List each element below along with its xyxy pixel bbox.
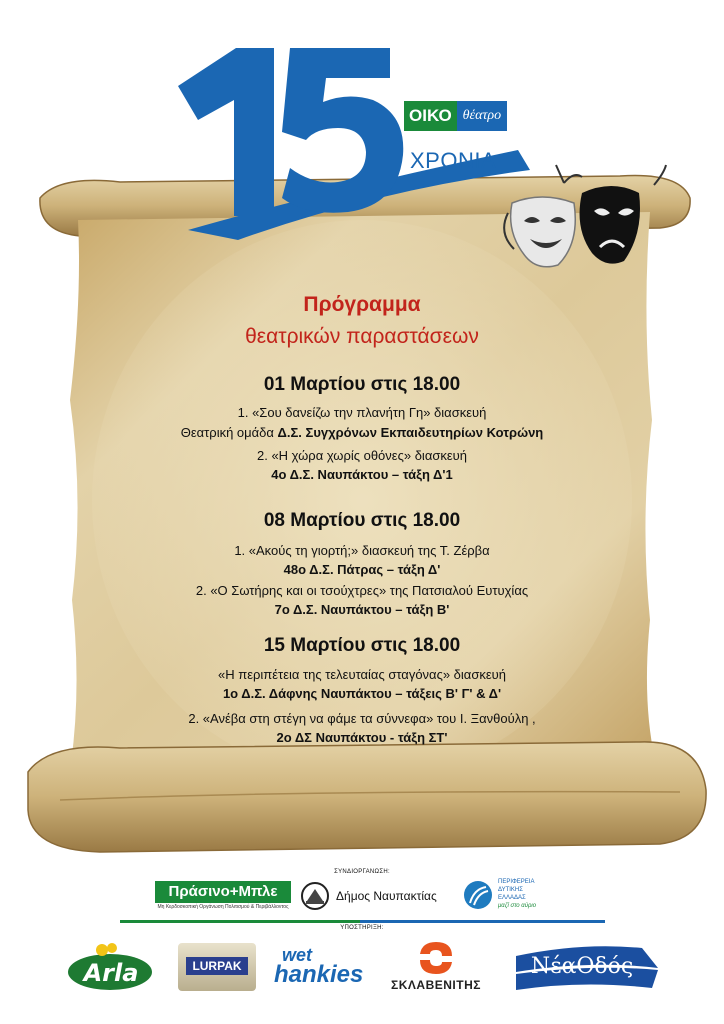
- play-title: «Η περιπέτεια της τελευταίας σταγόνας» διασκευή: [218, 667, 506, 682]
- wet-hankies-logo: [274, 945, 376, 989]
- group-name: 1ο Δ.Σ. Δάφνης Ναυπάκτου – τάξεις Β' Γ' & Δ': [222, 686, 502, 701]
- prasino-subtitle: Μη Κερδοσκοπική Οργάνωση Πολιτισμού & Περιβάλλοντος: [157, 904, 289, 910]
- perifereia-line1: ΠΕΡΙΦΕΡΕΙΑ: [498, 879, 535, 885]
- oiko-word: ΟΙΚΟ: [404, 101, 457, 131]
- nea-odos-word: ΝέαΟδός: [530, 954, 634, 979]
- nea-odos-logo: [512, 942, 660, 992]
- fifteen-years-logo: [178, 40, 548, 240]
- prasino-mple-logo: [155, 881, 291, 913]
- divider-blue: [360, 920, 605, 923]
- group-name: 7ο Δ.Σ. Ναυπάκτου – τάξη Β': [274, 602, 450, 617]
- perifereia-logo: [462, 877, 572, 917]
- group-prefix: Θεατρική ομάδα: [180, 425, 278, 440]
- sklavenitis-emblem-icon: [416, 940, 456, 976]
- group-name: 48ο Δ.Σ. Πάτρας – τάξη Δ': [283, 562, 441, 577]
- prasino-name: Πράσινο+Μπλε: [155, 881, 291, 903]
- date-heading: 15 Μαρτίου στις 18.00: [263, 635, 461, 656]
- wet-word: wet: [282, 945, 313, 965]
- oiko-theatre-logo: [404, 101, 507, 131]
- play-title: 1. «Σου δανείζω την πλανήτη Γη» διασκευή: [237, 405, 487, 420]
- group-name: Δ.Σ. Συγχρόνων Εκπαιδευτηρίων Κοτρώνη: [277, 425, 544, 440]
- lurpak-word: LURPAK: [186, 957, 248, 975]
- play-title: 1. «Ακούς τη γιορτή;» διασκευή της Τ. Ζέρβα: [234, 543, 490, 558]
- co-organizers-label: ΣΥΝΔΙΟΡΓΑΝΩΣΗ:: [334, 869, 390, 875]
- play-title: 2. «Ο Σωτήρης και οι τσούχτρες» της Πατσιαλού Ευτυχίας: [195, 583, 529, 598]
- theatre-masks-icon: [494, 163, 674, 273]
- dimos-name: Δήμος Ναυπακτίας: [336, 889, 437, 903]
- arla-logo: [66, 942, 156, 992]
- theatre-word: θέατρο: [457, 101, 507, 131]
- dimos-nafpaktias-logo: [300, 879, 450, 913]
- date-heading: 01 Μαρτίου στις 18.00: [263, 374, 461, 395]
- lurpak-logo: [178, 943, 256, 991]
- play-title: 2. «Η χώρα χωρίς οθόνες» διασκευή: [256, 448, 467, 463]
- perifereia-line3: ΕΛΛΑΔΑΣ: [498, 895, 526, 901]
- perifereia-tagline: μαζί στο αύριο: [498, 903, 537, 909]
- group-name: 2ο ΔΣ Ναυπάκτου - τάξη ΣΤ': [276, 730, 448, 745]
- program-title: Πρόγραμμα: [303, 293, 421, 316]
- play-group: [0, 425, 724, 440]
- hankies-word: hankies: [274, 961, 364, 988]
- play-title: 2. «Ανέβα στη στέγη να φάμε τα σύννεφα» του Ι. Ξανθούλη ,: [188, 711, 536, 726]
- program-subtitle: θεατρικών παραστάσεων: [245, 325, 479, 348]
- years-label: ΧΡΟΝΙΑ: [410, 148, 497, 173]
- sklavenitis-logo: [383, 940, 489, 994]
- date-heading: 08 Μαρτίου στις 18.00: [263, 510, 461, 531]
- municipality-seal-icon: [300, 881, 330, 911]
- arla-word: Arla: [83, 959, 139, 987]
- sklavenitis-word: ΣΚΛΑΒΕΝΙΤΗΣ: [391, 978, 481, 992]
- supporters-label: ΥΠΟΣΤΗΡΙΞΗ:: [340, 925, 384, 931]
- group-name: 4ο Δ.Σ. Ναυπάκτου – τάξη Δ'1: [271, 467, 453, 482]
- divider-green: [120, 920, 360, 923]
- region-emblem-icon: [462, 879, 494, 911]
- perifereia-line2: ΔΥΤΙΚΗΣ: [498, 887, 523, 893]
